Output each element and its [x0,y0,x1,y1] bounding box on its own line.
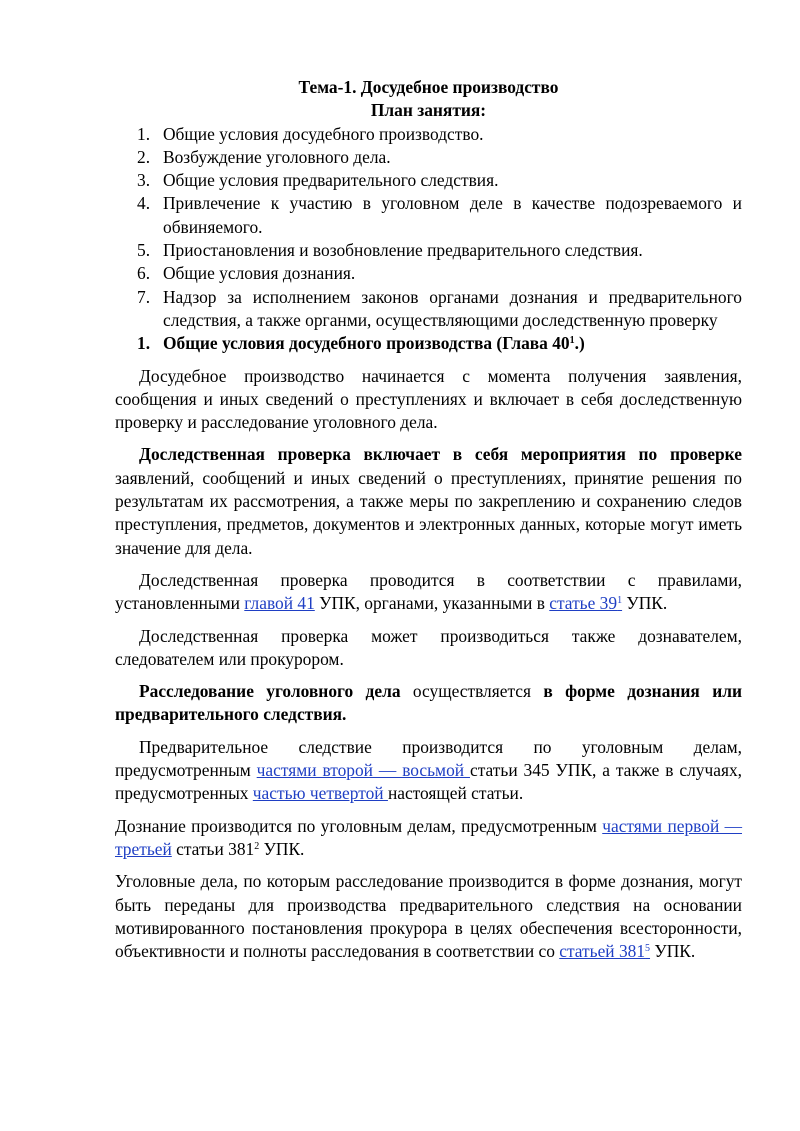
list-item [115,169,742,192]
paragraph-check-performers: Доследственная проверка может производиться также дознавателем, следователем или прокурором. [115,625,742,669]
document-page [115,76,742,972]
paragraph-bold-lead: Доследственная проверка включает в себя мероприятия по проверке [139,444,742,465]
list-item [115,239,742,262]
list-item [115,262,742,285]
paragraph-preliminary-check [115,443,742,559]
paragraph-text: статьи 345 УПК, а также в случаях, предусмотренных [115,760,742,804]
paragraph-text: Дознание производится по уголовным делам, предусмотренным [115,815,603,836]
paragraph-text: УПК. [622,593,668,614]
list-item-text: Общие условия предварительного следствия. [163,170,499,191]
paragraph-check-rules [115,569,742,616]
section-number: 1. [137,333,151,354]
list-item-number: 1. [137,123,151,144]
section-heading-tail: .) [574,333,585,354]
list-item-number: 2. [137,146,151,167]
link-article-381-5[interactable] [559,941,650,961]
link-article-39-1[interactable] [549,593,622,613]
list-item-text: Общие условия досудебного производство. [163,123,484,144]
paragraph-superscript: 2 [254,840,260,852]
paragraph-text: Предварительное следствие производится по уголовным делам, предусмотренным [115,736,742,781]
paragraph-inquiry [115,815,742,862]
paragraph-text: УПК. [259,838,305,859]
list-item-text: Надзор за исполнением законов органами дознания и предварительного следствия, а также органми, осуществляющими доследственную проверку [163,286,742,330]
paragraph-text: заявлений, сообщений и иных сведений о преступлениях, принятие решения по результатам их рассмотрения, а также меры по закреплению и сохранению следов преступления, предметов, документов и электронных данных, которые могут иметь значение для дела. [115,467,742,558]
list-item [115,146,742,169]
list-item [115,123,742,146]
list-item-number: 6. [137,263,151,284]
list-item-number: 3. [137,170,151,191]
paragraph-bold-text: в форме дознания или предварительного следствия. [115,681,743,725]
link-parts-two-eight[interactable]: частями второй — восьмой [256,760,470,781]
paragraph-text: Уголовные дела, по которым расследование производится в форме дознания, могут быть переданы для производства предварительного следствия на основании мотивированного постановления прокурора в целях обеспечения всесторонности, объективности и полноты расследования в соответствии со [115,871,742,962]
list-item-number: 4. [137,193,151,214]
paragraph-text: Доследственная проверка проводится в соответствии с правилами, установленными [115,569,742,614]
paragraph-text: УПК, органами, указанными в [314,593,550,614]
paragraph-text: осуществляется [400,681,544,702]
lesson-plan-list [115,123,742,333]
list-item-text: Приостановления и возобновление предварительного следствия. [163,240,643,261]
link-parts-one-three[interactable]: частями первой — третьей [115,815,742,859]
list-item-text: Привлечение к участию в уголовном деле в качестве подозреваемого и обвиняемого. [163,193,742,237]
paragraph-investigation-forms [115,680,742,727]
section-heading-superscript: 1 [569,335,575,347]
section-heading-text: Общие условия досудебного производства (Глава 40 [163,333,570,354]
paragraph-bold-lead: Расследование уголовного дела [139,681,401,702]
link-superscript: 5 [645,943,651,955]
paragraph-text: УПК. [650,941,696,962]
paragraph-case-transfer [115,870,742,963]
list-item-number: 7. [137,286,151,307]
list-item-text: Общие условия дознания. [163,263,356,284]
list-item-number: 5. [137,240,151,261]
link-chapter-41[interactable]: главой 41 [244,593,315,614]
link-text: статье 39 [549,593,618,614]
title-line-1: Тема-1. Досудебное производство [298,77,559,97]
link-text: статьей 381 [559,941,646,962]
page-title [115,76,742,123]
list-item [115,192,742,239]
paragraph-pretrial-start: Досудебное производство начинается с момента получения заявления, сообщения и иных сведений о преступлениях и включает в себя доследственную проверку и расследование уголовного дела. [115,365,742,433]
list-item [115,286,742,333]
paragraph-text: статьи 381 [171,838,255,859]
paragraph-preliminary-investigation [115,736,742,806]
paragraph-text: настоящей статьи. [387,783,524,804]
title-line-2: План занятия: [370,100,487,121]
link-superscript: 1 [617,595,623,607]
list-item-text: Возбуждение уголовного дела. [163,146,391,167]
section-heading [115,332,742,355]
link-part-four[interactable]: частью четвертой [252,783,388,804]
